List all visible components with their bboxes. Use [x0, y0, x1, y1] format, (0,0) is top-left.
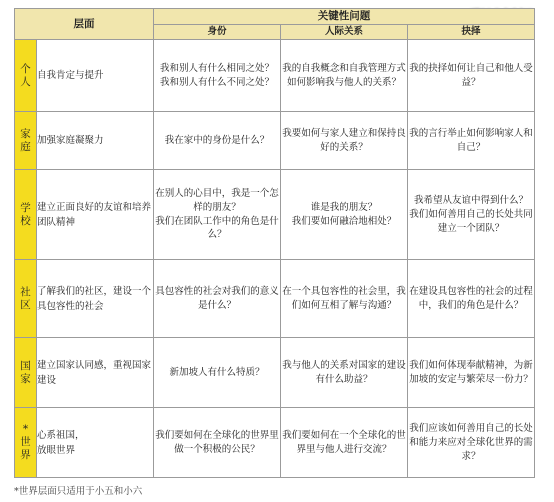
table-row — [15, 170, 535, 260]
subheader-relations: 人际关系 — [281, 25, 408, 40]
cell-choices: 我的抉择如何让自己和他人受益？ — [408, 40, 535, 112]
cell-relations: 谁是我的朋友？ 我们要如何融洽地相处？ — [281, 170, 408, 260]
cell-relations: 我要如何与家人建立和保持良好的关系？ — [281, 112, 408, 170]
table-row — [15, 40, 535, 112]
table-row — [15, 408, 535, 478]
cell-choices: 我希望从友谊中得到什么？ 我们如何善用自己的长处共同建立一个团队？ — [408, 170, 535, 260]
table-row — [15, 260, 535, 338]
subheader-identity: 身份 — [154, 25, 281, 40]
subheader-choices: 抉择 — [408, 25, 535, 40]
cell-identity: 我在家中的身份是什么？ — [154, 112, 281, 170]
cell-identity: 我和别人有什么相同之处？ 我和别人有什么不同之处？ — [154, 40, 281, 112]
cell-choices: 在建设具包容性的社会的过程中，我们的角色是什么？ — [408, 260, 535, 338]
header-key-questions: 关键性问题 — [154, 9, 535, 25]
cell-relations: 在一个具包容性的社会里，我们如何互相了解与沟通？ — [281, 260, 408, 338]
cell-identity: 在别人的心目中，我是一个怎样的朋友？ 我们在团队工作中的角色是什么？ — [154, 170, 281, 260]
header-level: 层面 — [15, 9, 154, 40]
cell-choices: 我的言行举止如何影响家人和自己？ — [408, 112, 535, 170]
cell-relations: 我的自我概念和自我管理方式如何影响我与他人的关系？ — [281, 40, 408, 112]
row-tag-community: 社 区 — [15, 260, 37, 338]
cell-relations: 我与他人的关系对国家的建设有什么助益？ — [281, 338, 408, 408]
table-row — [15, 338, 535, 408]
row-level: 建立正面良好的友谊和培养团队精神 — [37, 170, 154, 260]
curriculum-table — [14, 8, 535, 478]
cell-choices: 我们如何体现奉献精神，为新加坡的安定与繁荣尽一份力？ — [408, 338, 535, 408]
row-tag-individual: 个 人 — [15, 40, 37, 112]
footnote: *世界层面只适用于小五和小六 — [14, 486, 143, 497]
cell-relations: 我们要如何在一个全球化的世界里与他人进行交流？ — [281, 408, 408, 478]
row-tag-family: 家 庭 — [15, 112, 37, 170]
row-tag-nation: 国 家 — [15, 338, 37, 408]
row-level: 自我肯定与提升 — [37, 40, 154, 112]
table-row — [15, 112, 535, 170]
row-level: 心系祖国， 放眼世界 — [37, 408, 154, 478]
cell-identity: 新加坡人有什么特质？ — [154, 338, 281, 408]
cell-identity: 我们要如何在全球化的世界里做一个积极的公民？ — [154, 408, 281, 478]
cell-choices: 我们应该如何善用自己的长处和能力来应对全球化世界的需求？ — [408, 408, 535, 478]
row-level: 建立国家认同感，重视国家建设 — [37, 338, 154, 408]
row-level: 了解我们的社区，建设一个具包容性的社会 — [37, 260, 154, 338]
cell-identity: 具包容性的社会对我们的意义是什么？ — [154, 260, 281, 338]
row-level: 加强家庭凝聚力 — [37, 112, 154, 170]
header-row — [15, 9, 535, 25]
row-tag-school: 学 校 — [15, 170, 37, 260]
row-tag-world: * 世 界 — [15, 408, 37, 478]
